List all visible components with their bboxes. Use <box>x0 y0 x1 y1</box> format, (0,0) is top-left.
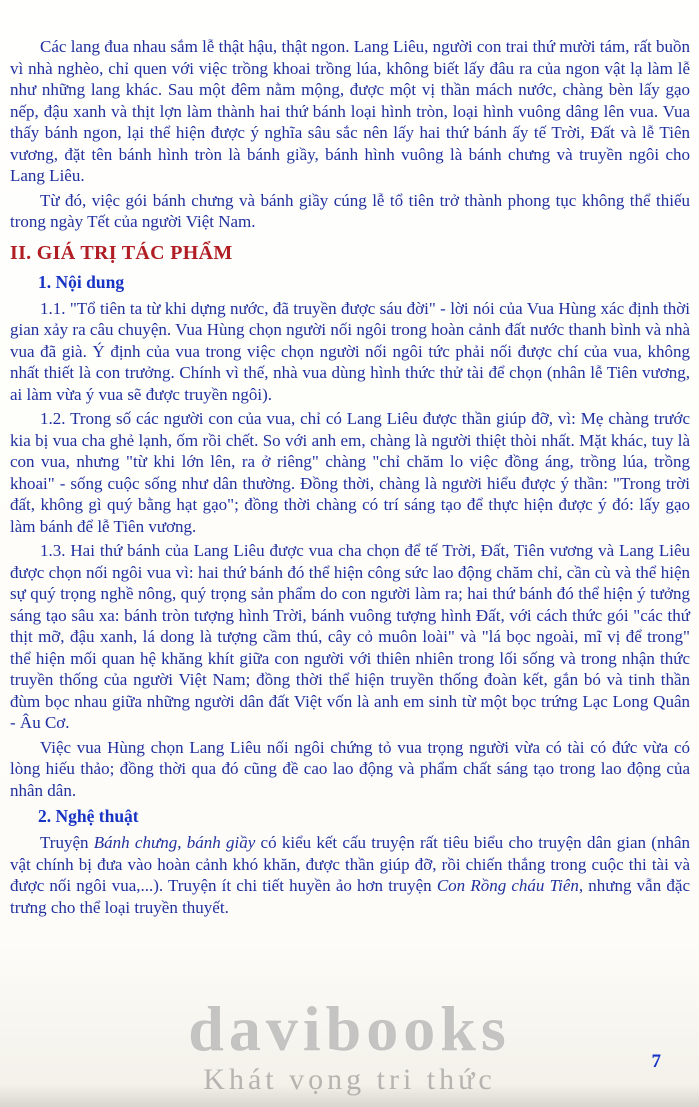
page-body-text <box>10 36 690 918</box>
paragraph-conclusion-noi-dung: Việc vua Hùng chọn Lang Liêu nối ngôi chứng tỏ vua trọng người vừa có tài có đức vừa có lòng hiếu thảo; đồng thời qua đó cũng đề cao lao động và phẩm chất sáng tạo trong lao động của nhân dân. <box>10 737 690 800</box>
paragraph-nghe-thuat <box>10 832 690 918</box>
watermark-brand-text: davibooks <box>188 993 511 1064</box>
paragraph-1-2: 1.2. Trong số các người con của vua, chỉ có Lang Liêu được thần giúp đỡ, vì: Mẹ chàng trước kia bị vua cha ghẻ lạnh, ốm rồi chết. So với anh em, chàng là người thiệt thòi nhất. Mặt khác, tuy là con vua, nhưng "từ khi lớn lên, ra ở riêng" chàng "chỉ chăm lo việc đồng áng, trồng lúa, trồng khoai" - sống cuộc sống như dân thường. Đồng thời, chàng là người hiểu được ý thần: "Trong trời đất, không gì quý bằng hạt gạo"; đồng thời chàng có trí sáng tạo để thực hiện được ý đó: lấy gạo làm bánh để lễ Tiên vương. <box>10 409 690 536</box>
section-heading-gia-tri-tac-pham: II. GIÁ TRỊ TÁC PHẨM <box>10 241 233 264</box>
watermark <box>0 993 699 1097</box>
page-number: 7 <box>651 1051 661 1072</box>
text-segment: có kiểu kết cấu truyện rất tiêu biểu cho truyện dân gian (nhân vật chính bị đưa vào hoàn cảnh khó khăn, được thần giúp đỡ, rồi chiến thắng trong cuộc thi tài và được nối ngôi vua,...). Truyện ít chi tiết huyền ảo hơn truyện <box>10 833 690 895</box>
paragraph-1-3: 1.3. Hai thứ bánh của Lang Liêu được vua cha chọn để tế Trời, Đất, Tiên vương và Lang Liêu được chọn nối ngôi vua vì: hai thứ bánh đó thể hiện công sức lao động chăm chỉ, cần cù và thể hiện sự quý trọng nghề nông, quý trọng sản phẩm do con người làm ra; hai thứ bánh đó thể hiện ý tưởng sáng tạo sâu xa: bánh tròn tượng hình Trời, bánh vuông tượng hình Đất, với cách thức gói "các thứ thịt mỡ, đậu xanh, lá dong là tượng cầm thú, cây cỏ muôn loài" và "lá bọc ngoài, mĩ vị để trong" thể hiện mối quan hệ khăng khít giữa con người với thiên nhiên trong lối sống và trong nhận thức truyền thống của người Việt Nam; đồng thời thể hiện truyền thống đoàn kết, gắn bó và tinh thần đùm bọc nhau giữa những người dân đất Việt vốn là anh em sinh từ một bọc trứng Lạc Long Quân - Âu Cơ. <box>10 541 690 732</box>
text-segment-title-italic: Bánh chưng, bánh giầy <box>93 833 256 852</box>
text-segment: , nhưng vẫn đặc trưng cho thể loại truyền thuyết. <box>10 876 690 917</box>
paragraph-intro-1: Các lang đua nhau sắm lễ thật hậu, thật ngon. Lang Liêu, người con trai thứ mười tám, rất buồn vì nhà nghèo, chỉ quen với việc trồng khoai trồng lúa, không biết lấy đâu ra của ngon vật lạ làm lễ như những lang khác. Sau một đêm nằm mộng, được một vị thần mách nước, chàng bèn lấy gạo nếp, đậu xanh và thịt lợn làm thành hai thứ bánh loại hình tròn, loại hình vuông dâng lên vua. Vua thấy bánh ngon, lại thể hiện được ý nghĩa sâu sắc nên lấy hai thứ bánh ấy tế Trời, Đất và lễ Tiên vương, đặt tên bánh hình tròn là bánh giầy, bánh hình vuông là bánh chưng và truyền ngôi cho Lang Liêu. <box>10 37 690 185</box>
watermark-slogan-text: Khát vọng tri thức <box>203 1063 496 1096</box>
paragraph-1-1: 1.1. "Tổ tiên ta từ khi dựng nước, đã truyền được sáu đời" - lời nói của Vua Hùng xác định thời gian xảy ra câu chuyện. Vua Hùng chọn người nối ngôi trong hoàn cảnh đất nước thanh bình và nhà vua đã già. Ý định của vua trong việc chọn người nối ngôi tức phải nối được chí của vua, không nhất thiết là con trưởng. Chính vì thế, nhà vua dùng hình thức thử tài để chọn (nhân lễ Tiên vương, ai làm vừa ý vua sẽ được truyền ngôi). <box>10 298 690 404</box>
subsection-heading-noi-dung: 1. Nội dung <box>38 271 125 292</box>
text-segment: Truyện <box>40 833 94 852</box>
paragraph-intro-2: Từ đó, việc gói bánh chưng và bánh giầy cúng lễ tổ tiên trở thành phong tục không thể thiếu trong ngày Tết của người Việt Nam. <box>10 190 690 231</box>
text-segment-title-italic: Con Rồng cháu Tiên <box>436 876 579 895</box>
subsection-heading-nghe-thuat: 2. Nghệ thuật <box>38 806 139 826</box>
